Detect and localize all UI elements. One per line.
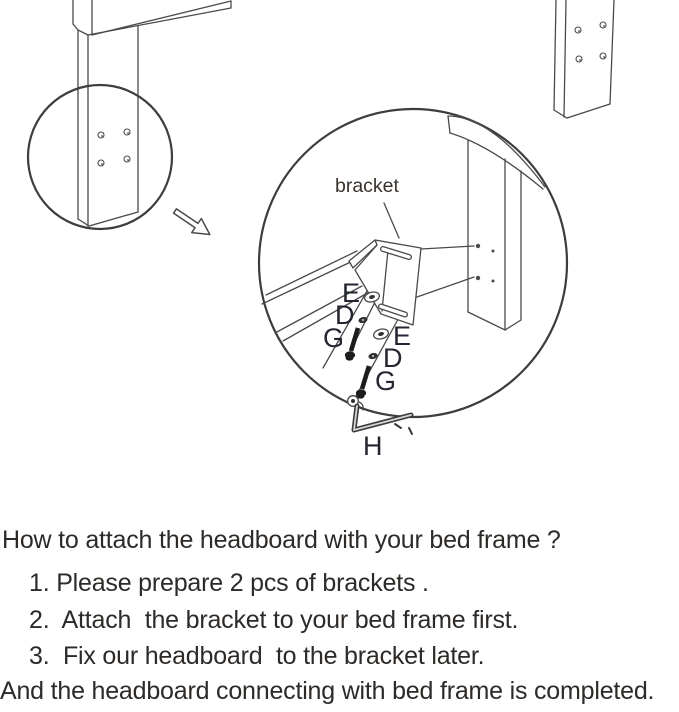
post-hole-mark [476,244,480,248]
instruction-step-2: 2. Attach the bracket to your bed frame first. [29,606,519,634]
instruction-step-3: 3. Fix our headboard to the bracket later. [29,642,485,670]
instructions-heading: How to attach the headboard with your bed frame ? [2,526,561,554]
post-hole-mark [492,280,495,283]
part-label-D1: D [335,300,355,330]
part-label-G1: G [323,323,345,353]
hole-leader-line [417,277,474,297]
post-hole-mark [492,250,495,253]
part-label-H: H [363,431,383,461]
post-hole-mark [476,276,480,280]
bracket-callout-label: bracket [335,175,399,197]
instructions-conclusion: And the headboard connecting with bed frame is completed. [0,677,655,705]
part-label-G2: G [375,366,397,396]
bed-frame-post-right [554,0,614,118]
part-label-E1: E [342,278,361,308]
bolt-G-2 [356,366,369,399]
headboard-left-leg [28,0,231,229]
tick-mark [395,424,401,428]
bracket-callout-leader [384,203,399,238]
bolt-G-1 [345,328,358,361]
detail-panel-edge [448,116,545,189]
post-screw-holes [575,22,606,62]
small-magnifier-circle [28,85,172,229]
part-label-E2: E [393,321,412,351]
detail-post [468,140,521,330]
detail-view [262,116,545,434]
tick-mark [409,428,412,434]
washer-D-1 [358,316,368,324]
part-label-D2: D [383,343,403,373]
hole-leader-line [421,246,474,249]
instruction-step-1: 1. Please prepare 2 pcs of brackets . [29,569,429,597]
zoom-arrow-icon [170,204,214,242]
leg-bolt-holes-left [98,129,130,166]
